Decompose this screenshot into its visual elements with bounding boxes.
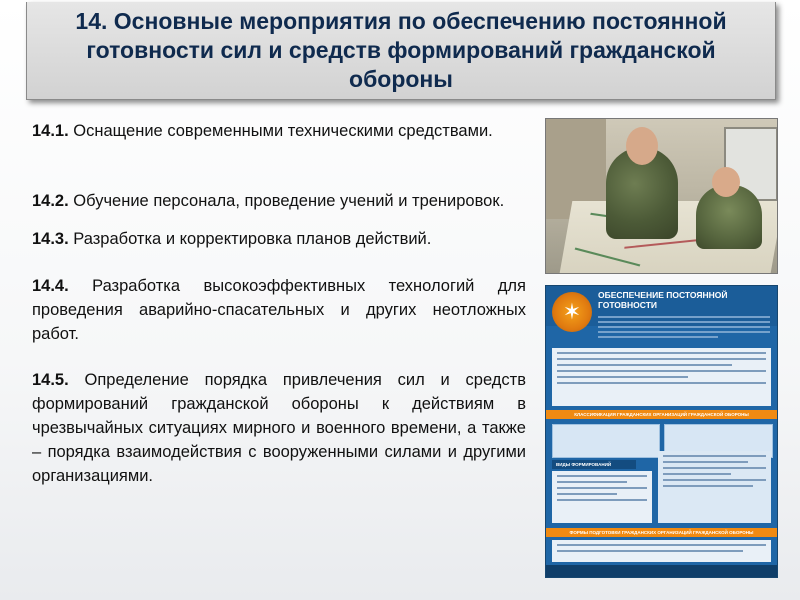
list-item	[32, 274, 526, 346]
poster-text-lines	[598, 316, 770, 341]
item-number: 14.3.	[32, 230, 69, 248]
poster-cell	[552, 424, 660, 458]
poster-footer	[546, 565, 777, 577]
list-item	[32, 189, 526, 213]
item-text: Разработка высокоэффективных технологий для проведения аварийно-спасательных и других неотложных работ.	[32, 277, 526, 343]
poster-info-box	[552, 471, 652, 523]
item-number: 14.4.	[32, 277, 69, 295]
item-text: Оснащение современными техническими средствами.	[68, 122, 493, 140]
poster-title-line: ГОТОВНОСТИ	[598, 300, 658, 310]
poster-info-box	[658, 451, 771, 523]
poster-info-box	[552, 348, 771, 406]
poster-band: ФОРМЫ ПОДГОТОВКИ ГРАЖДАНСКИХ ОРГАНИЗАЦИЙ ГРАЖДАНСКОЙ ОБОРОНЫ	[546, 528, 777, 537]
map-line	[575, 248, 641, 267]
poster-band: ВИДЫ ФОРМИРОВАНИЙ	[552, 460, 636, 469]
item-number: 14.1.	[32, 122, 69, 140]
officer-head	[712, 167, 740, 197]
list-item	[32, 227, 526, 251]
emergency-emblem-icon: ✶	[552, 292, 592, 332]
title-banner	[26, 2, 776, 100]
item-text: Обучение персонала, проведение учений и тренировок.	[68, 192, 505, 210]
measures-list	[32, 119, 526, 488]
item-number: 14.5.	[32, 371, 69, 389]
civil-defense-poster	[545, 285, 778, 578]
poster-band: КЛАССИФИКАЦИЯ ГРАЖДАНСКИХ ОРГАНИЗАЦИЙ ГРАЖДАНСКОЙ ОБОРОНЫ	[546, 410, 777, 419]
item-number: 14.2.	[32, 192, 69, 210]
item-text: Определение порядка привлечения сил и средств формирований гражданской обороны к действиям в чрезвычайных ситуациях мирного и военного времени, а также – порядка взаимодействия с вооруженными силами и другими организациями.	[32, 371, 526, 485]
poster-title-line: ОБЕСПЕЧЕНИЕ ПОСТОЯННОЙ	[598, 290, 728, 300]
slide-title: 14. Основные мероприятия по обеспечению постоянной готовности сил и средств формирований гражданской обороны	[75, 8, 727, 92]
poster-title	[598, 290, 728, 310]
officers-photo	[545, 118, 778, 274]
poster-info-box	[552, 540, 771, 562]
list-item	[32, 119, 526, 143]
officer-head	[626, 127, 658, 165]
item-text: Разработка и корректировка планов действий.	[68, 230, 432, 248]
list-item	[32, 368, 526, 488]
